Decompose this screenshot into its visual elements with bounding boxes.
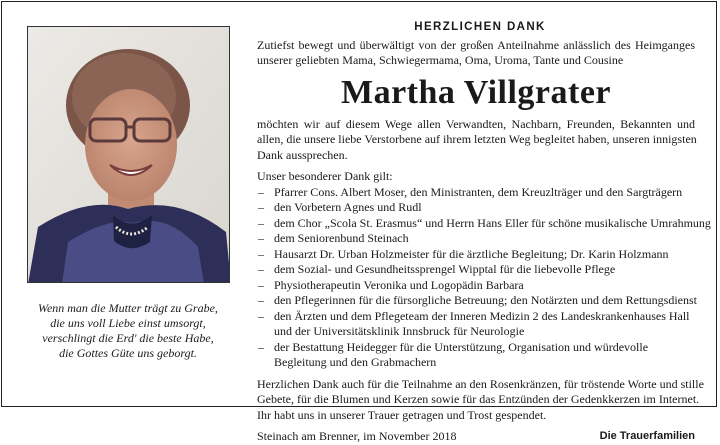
signature: Die Trauerfamilien [599,430,695,442]
intro-line: unserer geliebten Mama, Schwiegermama, Oma, Uroma, Tante und Cousine [257,53,624,67]
list-item [257,340,695,371]
thanks-list [257,184,711,371]
message-line: möchten wir auf diesem Wege allen Verwandten, Nachbarn, Freunden, Bekannten und [257,116,695,131]
list-item-text: Hausarzt Dr. Urban Holzmeister für die ärztliche Begleitung; Dr. Karin Holzmann [274,246,669,261]
list-item [257,262,695,278]
memorial-verse [20,301,236,361]
deceased-name: Martha Villgrater [340,73,612,111]
notice-heading: HERZLICHEN DANK [414,21,546,33]
intro-line: Zutiefst bewegt und überwältigt von der großen Anteilnahme anlässlich des Heimganges [257,37,695,52]
notice-footer [257,429,695,445]
portrait-photo-icon [28,27,230,283]
list-item-continuation: Begleitung und den Grabmachern [274,355,437,369]
special-thanks-title: Unser besonderer Dank gilt: [257,169,393,183]
verse-line: die Gottes Güte uns geborgt. [59,346,197,360]
verse-line: die uns voll Liebe einst umsorgt, [50,316,206,330]
list-item [257,309,695,340]
list-item [257,278,695,294]
list-item-text: der Bestattung Heidegger für die Unterstützung, Organisation und würdevolle [274,339,649,354]
list-item-text: den Ärzten und dem Pflegeteam der Inneren Medizin 2 des Landeskrankenhauses Hall [274,308,690,323]
verse-line: Wenn man die Mutter trägt zu Grabe, [38,301,218,315]
message-text [257,117,695,164]
closing-text [257,376,704,424]
list-item-text: dem Chor „Scola St. Erasmus“ und Herrn Hans Eller für schöne musikalische Umrahmung [274,215,711,230]
list-item-text: dem Sozial- und Gesundheitssprengel Wipptal für die liebevolle Pflege [274,262,616,276]
list-item-text: den Pflegerinnen für die fürsorgliche Betreuung; den Notärzten und dem Rettungsdienst [274,293,697,307]
portrait-photo [27,26,230,283]
intro-text [257,38,695,69]
closing-line: Herzlichen Dank auch für die Teilnahme an den Rosenkränzen, für tröstende Worte und stille [257,376,704,391]
closing-line: Ihr habt uns in unserer Trauer getragen und Trost gespendet. [257,407,547,422]
list-item [257,185,695,201]
notice-content [257,20,711,445]
message-line: allen, die unsere liebe Verstorbene auf ihrem letzten Weg begleitet haben, unseren innigsten [257,132,697,146]
list-item-text: Pfarrer Cons. Albert Moser, den Ministranten, dem Kreuzlträger und den Sargträgern [274,184,683,199]
list-item-continuation: und der Universitätsklinik Innsbruck für Neurologie [274,324,525,338]
list-item [257,200,695,216]
message-line: Dank aussprechen. [257,147,348,162]
list-item [257,231,695,247]
list-item-text: dem Seniorenbund Steinach [274,231,409,245]
verse-line: verschlingt die Erd' die beste Habe, [42,331,214,345]
list-item [257,293,695,309]
list-item-text: den Vorbetern Agnes und Rudl [274,200,422,214]
closing-line: Gebete, für die Blumen und Kerzen sowie für das Entzünden der Gedenkkerzen im Internet. [257,392,700,406]
list-item [257,247,695,263]
list-item-text: Physiotherapeutin Veronika und Logopädin Barbara [274,277,524,292]
list-item [257,215,711,232]
place-date: Steinach am Brenner, im November 2018 [257,429,457,443]
